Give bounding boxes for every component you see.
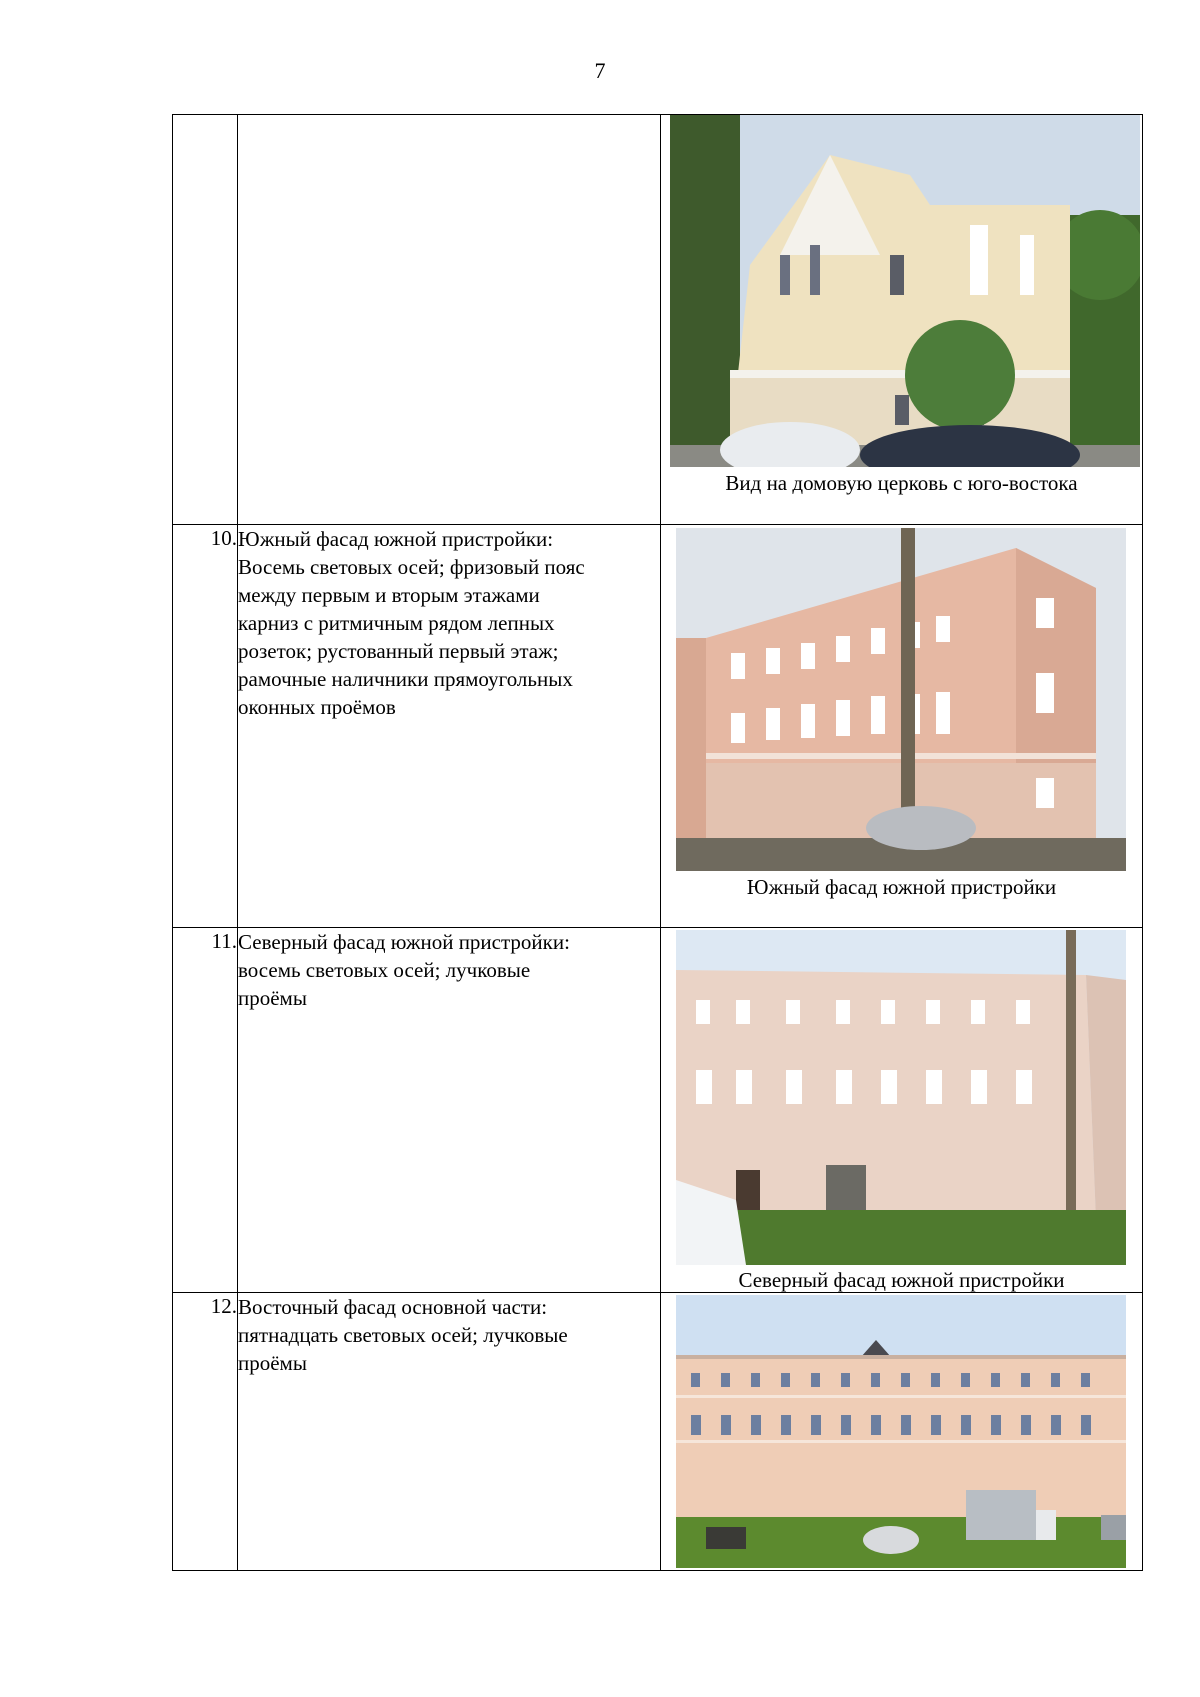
- monument-elements-table: [172, 114, 1143, 1571]
- row-number: 12.: [173, 1293, 238, 1571]
- row-description: [238, 1293, 661, 1571]
- description-line: Восточный фасад основной части:: [238, 1295, 548, 1319]
- description-line: оконных проёмов: [238, 695, 396, 719]
- row-number: [173, 115, 238, 525]
- photo-cell: [661, 928, 1143, 1293]
- description-line: розеток; рустованный первый этаж;: [238, 639, 559, 663]
- row-description: [238, 928, 661, 1293]
- photo-caption: Северный фасад южной пристройки: [738, 1268, 1065, 1292]
- table-row: [173, 1293, 1143, 1571]
- description-line: рамочные наличники прямоугольных: [238, 667, 573, 691]
- photo-cell: [661, 525, 1143, 928]
- north-facade-photo: [676, 930, 1126, 1265]
- church-southeast-photo: [670, 115, 1140, 467]
- description-line: Восемь световых осей; фризовый пояс: [238, 555, 585, 579]
- page-number: 7: [594, 58, 606, 83]
- photo-cell: [661, 1293, 1143, 1571]
- south-facade-photo: [676, 528, 1126, 871]
- description-line: проёмы: [238, 1351, 307, 1375]
- description-line: карниз с ритмичным рядом лепных: [238, 611, 555, 635]
- row-description: [238, 115, 661, 525]
- row-number: 10.: [173, 525, 238, 928]
- photo-caption: Южный фасад южной пристройки: [746, 875, 1057, 899]
- description-line: пятнадцать световых осей; лучковые: [238, 1323, 568, 1347]
- table-row: [173, 928, 1143, 1293]
- description-line: восемь световых осей; лучковые: [238, 958, 531, 982]
- description-line: между первым и вторым этажами: [238, 583, 540, 607]
- row-number: 11.: [173, 928, 238, 1293]
- description-line: Северный фасад южной пристройки:: [238, 930, 570, 954]
- photo-caption: Вид на домовую церковь с юго-востока: [725, 471, 1078, 495]
- description-line: проёмы: [238, 986, 307, 1010]
- east-facade-photo: [676, 1295, 1126, 1568]
- description-line: Южный фасад южной пристройки:: [238, 527, 554, 551]
- table-row: [173, 525, 1143, 928]
- photo-cell: [661, 115, 1143, 525]
- row-description: [238, 525, 661, 928]
- table-row: [173, 115, 1143, 525]
